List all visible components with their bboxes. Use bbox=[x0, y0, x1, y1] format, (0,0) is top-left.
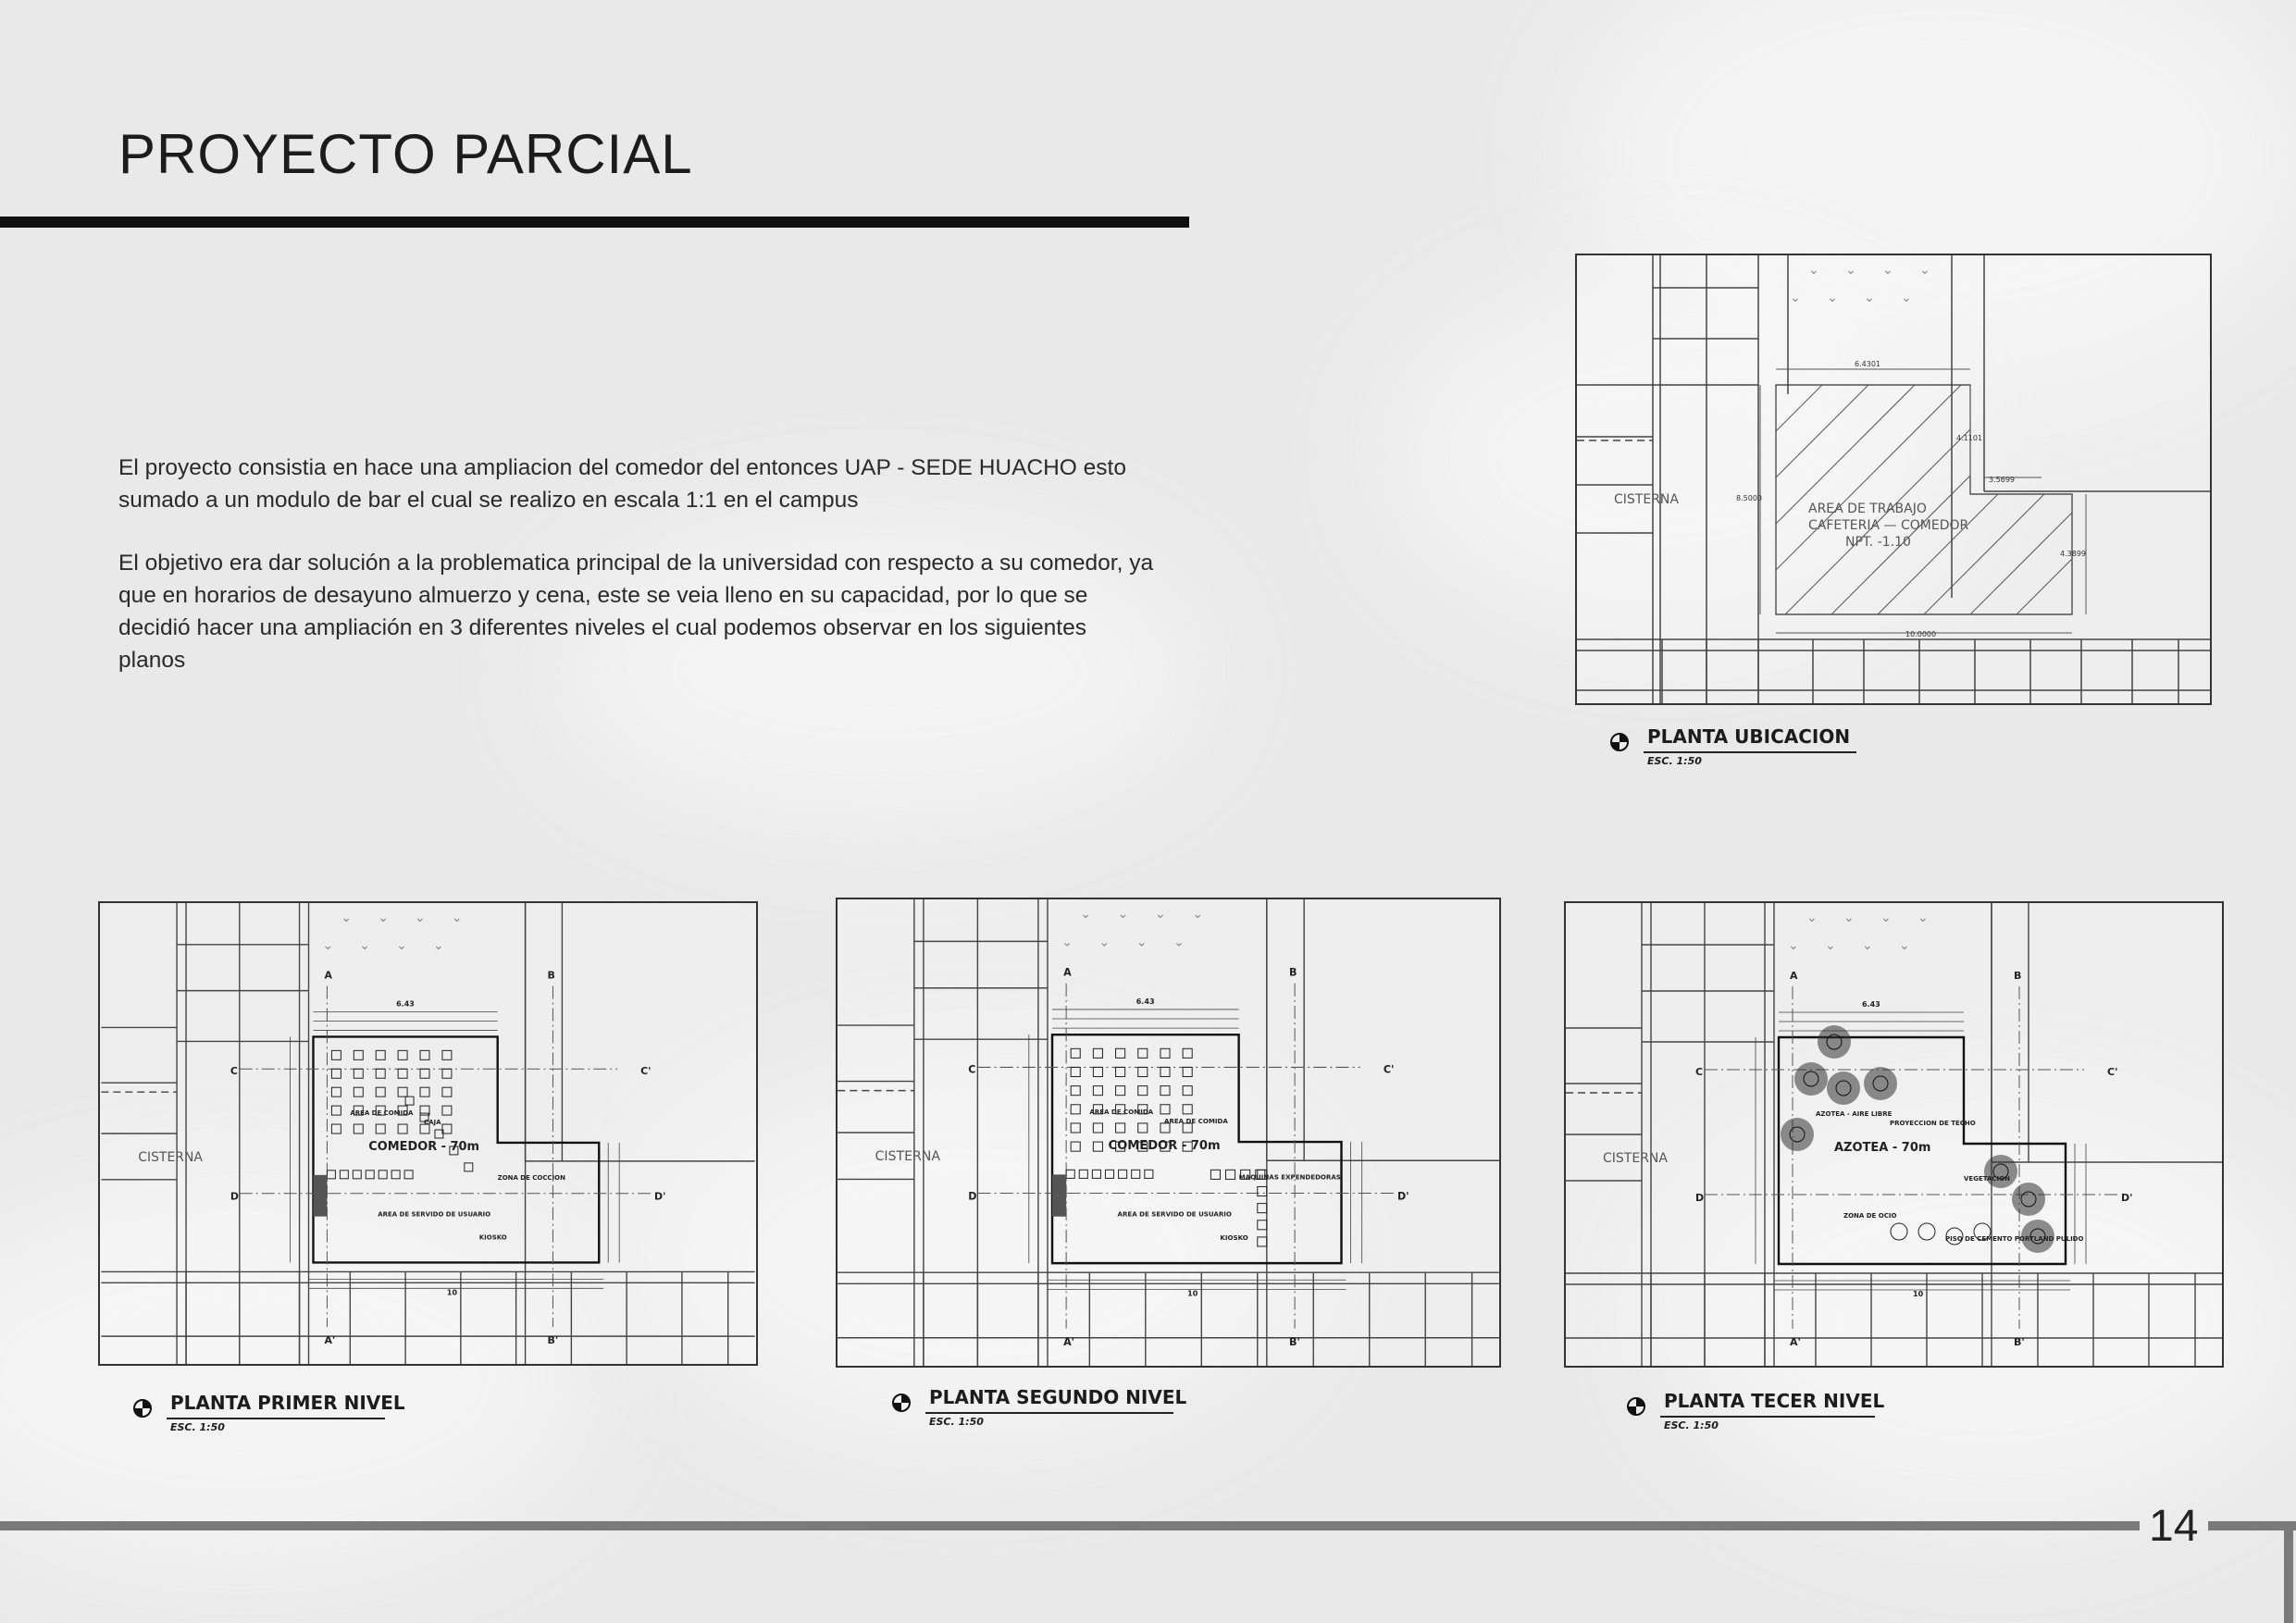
section-cut-label: D bbox=[1695, 1192, 1705, 1204]
plan-segundo-nivel bbox=[836, 898, 1501, 1368]
plant-icon bbox=[1818, 1025, 1851, 1059]
footer-rule bbox=[0, 1521, 2140, 1530]
space-label: KIOSKO bbox=[1220, 1233, 1248, 1242]
section-cut-label: A' bbox=[1790, 1336, 1801, 1348]
space-label: AREA DE COMIDA bbox=[1089, 1107, 1154, 1116]
svg-text:⌄: ⌄ bbox=[359, 937, 370, 953]
page-number: 14 bbox=[2149, 1502, 2199, 1551]
section-cut-label: B bbox=[547, 969, 555, 982]
svg-text:⌄: ⌄ bbox=[1098, 935, 1111, 950]
space-label: MAQUINAS EXPENDEDORAS bbox=[1238, 1172, 1341, 1182]
section-cut-label: B' bbox=[1289, 1335, 1300, 1348]
dimension: 4.3899 bbox=[2060, 550, 2086, 558]
title-divider bbox=[0, 217, 1189, 228]
svg-text:⌄: ⌄ bbox=[396, 937, 407, 953]
section-marker-icon bbox=[890, 1392, 912, 1414]
caption-line bbox=[1660, 1416, 1875, 1418]
space-label: ZONA DE OCIO bbox=[1843, 1212, 1897, 1220]
plan-primer-nivel bbox=[98, 901, 758, 1366]
svg-text:⌄: ⌄ bbox=[1882, 263, 1893, 278]
caption-line bbox=[1644, 751, 1856, 753]
section-cut-label: B' bbox=[547, 1334, 559, 1347]
space-label: PROYECCION DE TECHO bbox=[1890, 1120, 1976, 1127]
svg-text:⌄: ⌄ bbox=[1901, 291, 1912, 305]
trees bbox=[1061, 907, 1203, 949]
space-label: KIOSKO bbox=[478, 1233, 507, 1242]
svg-text:⌄: ⌄ bbox=[341, 910, 353, 925]
section-cut-label: A bbox=[1063, 966, 1072, 979]
plan-drawing bbox=[1566, 903, 2222, 1366]
plan-drawing bbox=[838, 899, 1499, 1366]
section-cut-label: D bbox=[968, 1190, 977, 1203]
space-label: AZOTEA - AIRE LIBRE bbox=[1816, 1110, 1893, 1118]
caption-scale: ESC. 1:50 bbox=[1664, 1419, 1719, 1431]
caption-scale: ESC. 1:50 bbox=[929, 1416, 984, 1428]
svg-text:⌄: ⌄ bbox=[1117, 907, 1129, 923]
dimension: 10.0000 bbox=[1905, 630, 1937, 638]
svg-text:⌄: ⌄ bbox=[1808, 263, 1819, 278]
dimension: 6.43 bbox=[1136, 997, 1155, 1006]
section-marker-icon bbox=[1625, 1395, 1647, 1418]
dimension: 6.43 bbox=[396, 999, 415, 1009]
svg-text:⌄: ⌄ bbox=[1864, 291, 1875, 305]
area-label-2: CAFETERIA — COMEDOR bbox=[1808, 518, 1969, 533]
cisterna-label: CISTERNA bbox=[875, 1149, 940, 1165]
caption-title: PLANTA TECER NIVEL bbox=[1664, 1390, 1885, 1412]
plan-ubicacion-drawing bbox=[1577, 255, 2210, 703]
svg-text:⌄: ⌄ bbox=[415, 910, 426, 925]
space-label: ZONA DE COCCION bbox=[497, 1173, 565, 1182]
plant-icon bbox=[1827, 1072, 1860, 1105]
svg-text:⌄: ⌄ bbox=[1788, 938, 1799, 953]
plan-drawing bbox=[100, 903, 756, 1364]
area-label-1: AREA DE TRABAJO bbox=[1808, 502, 1927, 516]
plant-icon bbox=[1984, 1155, 2017, 1188]
section-cut-label: D' bbox=[654, 1190, 666, 1203]
plant-icon bbox=[2012, 1183, 2045, 1216]
section-cut-label: D bbox=[230, 1190, 239, 1203]
svg-text:⌄: ⌄ bbox=[1917, 911, 1929, 925]
section-cut-label: D' bbox=[2121, 1192, 2133, 1204]
dimension: 6.4301 bbox=[1855, 360, 1880, 368]
section-marker-icon bbox=[1608, 731, 1631, 753]
section-cut-label: B bbox=[2014, 970, 2022, 982]
svg-text:⌄: ⌄ bbox=[432, 937, 444, 953]
section-cut-label: A' bbox=[1063, 1335, 1075, 1348]
svg-text:⌄: ⌄ bbox=[1825, 938, 1836, 953]
plant-icon bbox=[1781, 1118, 1814, 1151]
plan-tercer-nivel bbox=[1564, 901, 2224, 1368]
dimension: 10 bbox=[1187, 1289, 1198, 1298]
section-cut-label: C' bbox=[2107, 1066, 2118, 1078]
caption-title: PLANTA SEGUNDO NIVEL bbox=[929, 1386, 1187, 1408]
space-label: VEGETACION bbox=[1964, 1175, 2010, 1183]
section-cut-label: B bbox=[1289, 966, 1297, 979]
svg-text:⌄: ⌄ bbox=[1154, 907, 1166, 923]
page-title: PROYECTO PARCIAL bbox=[118, 123, 693, 185]
svg-text:⌄: ⌄ bbox=[1806, 911, 1818, 925]
space-label: AREA DE SERVIDO DE USUARIO bbox=[1117, 1209, 1232, 1219]
svg-text:⌄: ⌄ bbox=[1845, 263, 1856, 278]
section-cut-label: C bbox=[1695, 1066, 1704, 1078]
plan-ubicacion bbox=[1575, 254, 2212, 705]
section-cut-label: C bbox=[968, 1063, 976, 1076]
footer-rule bbox=[2208, 1521, 2296, 1530]
dimension: 6.43 bbox=[1862, 1000, 1880, 1009]
cisterna-label: CISTERNA bbox=[1614, 492, 1679, 507]
space-label: AREA DE COMIDA bbox=[350, 1109, 414, 1118]
dimension: 4.1101 bbox=[1956, 434, 1982, 442]
section-marker-icon bbox=[131, 1397, 154, 1419]
section-cut-label: D' bbox=[1396, 1190, 1409, 1203]
svg-text:⌄: ⌄ bbox=[1790, 291, 1801, 305]
section-cut-label: A bbox=[324, 969, 332, 982]
svg-text:⌄: ⌄ bbox=[1862, 938, 1873, 953]
trees bbox=[1788, 911, 1929, 953]
objective-paragraph: El objetivo era dar solución a la problematica principal de la universidad con respecto a su comedor, ya que en horarios de desayuno almuerzo y cena, este se veia lleno en su capacidad, por lo que se decidió hacer una ampliación en 3 diferentes niveles el cual podemos observar en los siguientes planos bbox=[118, 551, 1154, 673]
svg-text:⌄: ⌄ bbox=[322, 937, 334, 953]
plant-icon bbox=[1794, 1062, 1828, 1096]
section-cut-label: A' bbox=[324, 1334, 336, 1347]
cisterna-label: CISTERNA bbox=[138, 1149, 203, 1165]
cisterna-label: CISTERNA bbox=[1603, 1151, 1668, 1166]
svg-text:⌄: ⌄ bbox=[1899, 938, 1910, 953]
caption-line bbox=[925, 1412, 1173, 1414]
svg-text:⌄: ⌄ bbox=[1192, 907, 1204, 923]
space-label: AREA DE SERVIDO DE USUARIO bbox=[378, 1210, 491, 1219]
footer-rule bbox=[2284, 1521, 2293, 1623]
svg-text:⌄: ⌄ bbox=[1080, 907, 1092, 923]
dimension: 3.5699 bbox=[1989, 476, 2015, 484]
room-label: COMEDOR - 70m bbox=[1108, 1139, 1221, 1154]
caption-line bbox=[167, 1418, 385, 1419]
svg-text:⌄: ⌄ bbox=[1880, 911, 1892, 925]
plant-icon bbox=[1864, 1067, 1897, 1100]
section-cut-label: C bbox=[230, 1065, 238, 1078]
trees bbox=[322, 911, 462, 953]
svg-text:⌄: ⌄ bbox=[451, 910, 463, 925]
intro-paragraph: El proyecto consistia en hace una ampliacion del comedor del entonces UAP - SEDE HUACHO esto sumado a un modulo de bar el cual se realizo en escala 1:1 en el campus bbox=[118, 455, 1126, 513]
trees bbox=[1790, 263, 1930, 305]
section-cut-label: A bbox=[1790, 970, 1798, 982]
svg-text:⌄: ⌄ bbox=[1136, 935, 1148, 950]
caption-scale: ESC. 1:50 bbox=[1647, 755, 1702, 767]
section-cut-label: B' bbox=[2014, 1336, 2025, 1348]
caption-scale: ESC. 1:50 bbox=[170, 1421, 225, 1433]
space-label: CAJA bbox=[424, 1119, 441, 1127]
room-label: COMEDOR - 70m bbox=[368, 1139, 480, 1154]
section-cut-label: C' bbox=[1383, 1063, 1395, 1076]
svg-text:⌄: ⌄ bbox=[378, 910, 389, 925]
area-label-3: NPT. -1.10 bbox=[1845, 535, 1911, 550]
svg-text:⌄: ⌄ bbox=[1173, 935, 1185, 950]
caption-title: PLANTA UBICACION bbox=[1647, 725, 1851, 748]
room-label: AZOTEA - 70m bbox=[1834, 1141, 1931, 1155]
svg-text:⌄: ⌄ bbox=[1843, 911, 1855, 925]
caption-title: PLANTA PRIMER NIVEL bbox=[170, 1392, 405, 1414]
dimension: 10 bbox=[1913, 1290, 1924, 1298]
dimension: 8.5000 bbox=[1736, 494, 1762, 502]
svg-text:⌄: ⌄ bbox=[1061, 935, 1073, 950]
dimension: 10 bbox=[446, 1288, 457, 1297]
space-label: PISO DE CEMENTO PORTLAND PULIDO bbox=[1945, 1235, 2084, 1243]
svg-text:⌄: ⌄ bbox=[1827, 291, 1838, 305]
space-label: AREA DE COMIDA bbox=[1163, 1116, 1228, 1125]
svg-text:⌄: ⌄ bbox=[1919, 263, 1930, 278]
hatch bbox=[1776, 385, 2072, 614]
section-cut-label: C' bbox=[640, 1065, 652, 1078]
